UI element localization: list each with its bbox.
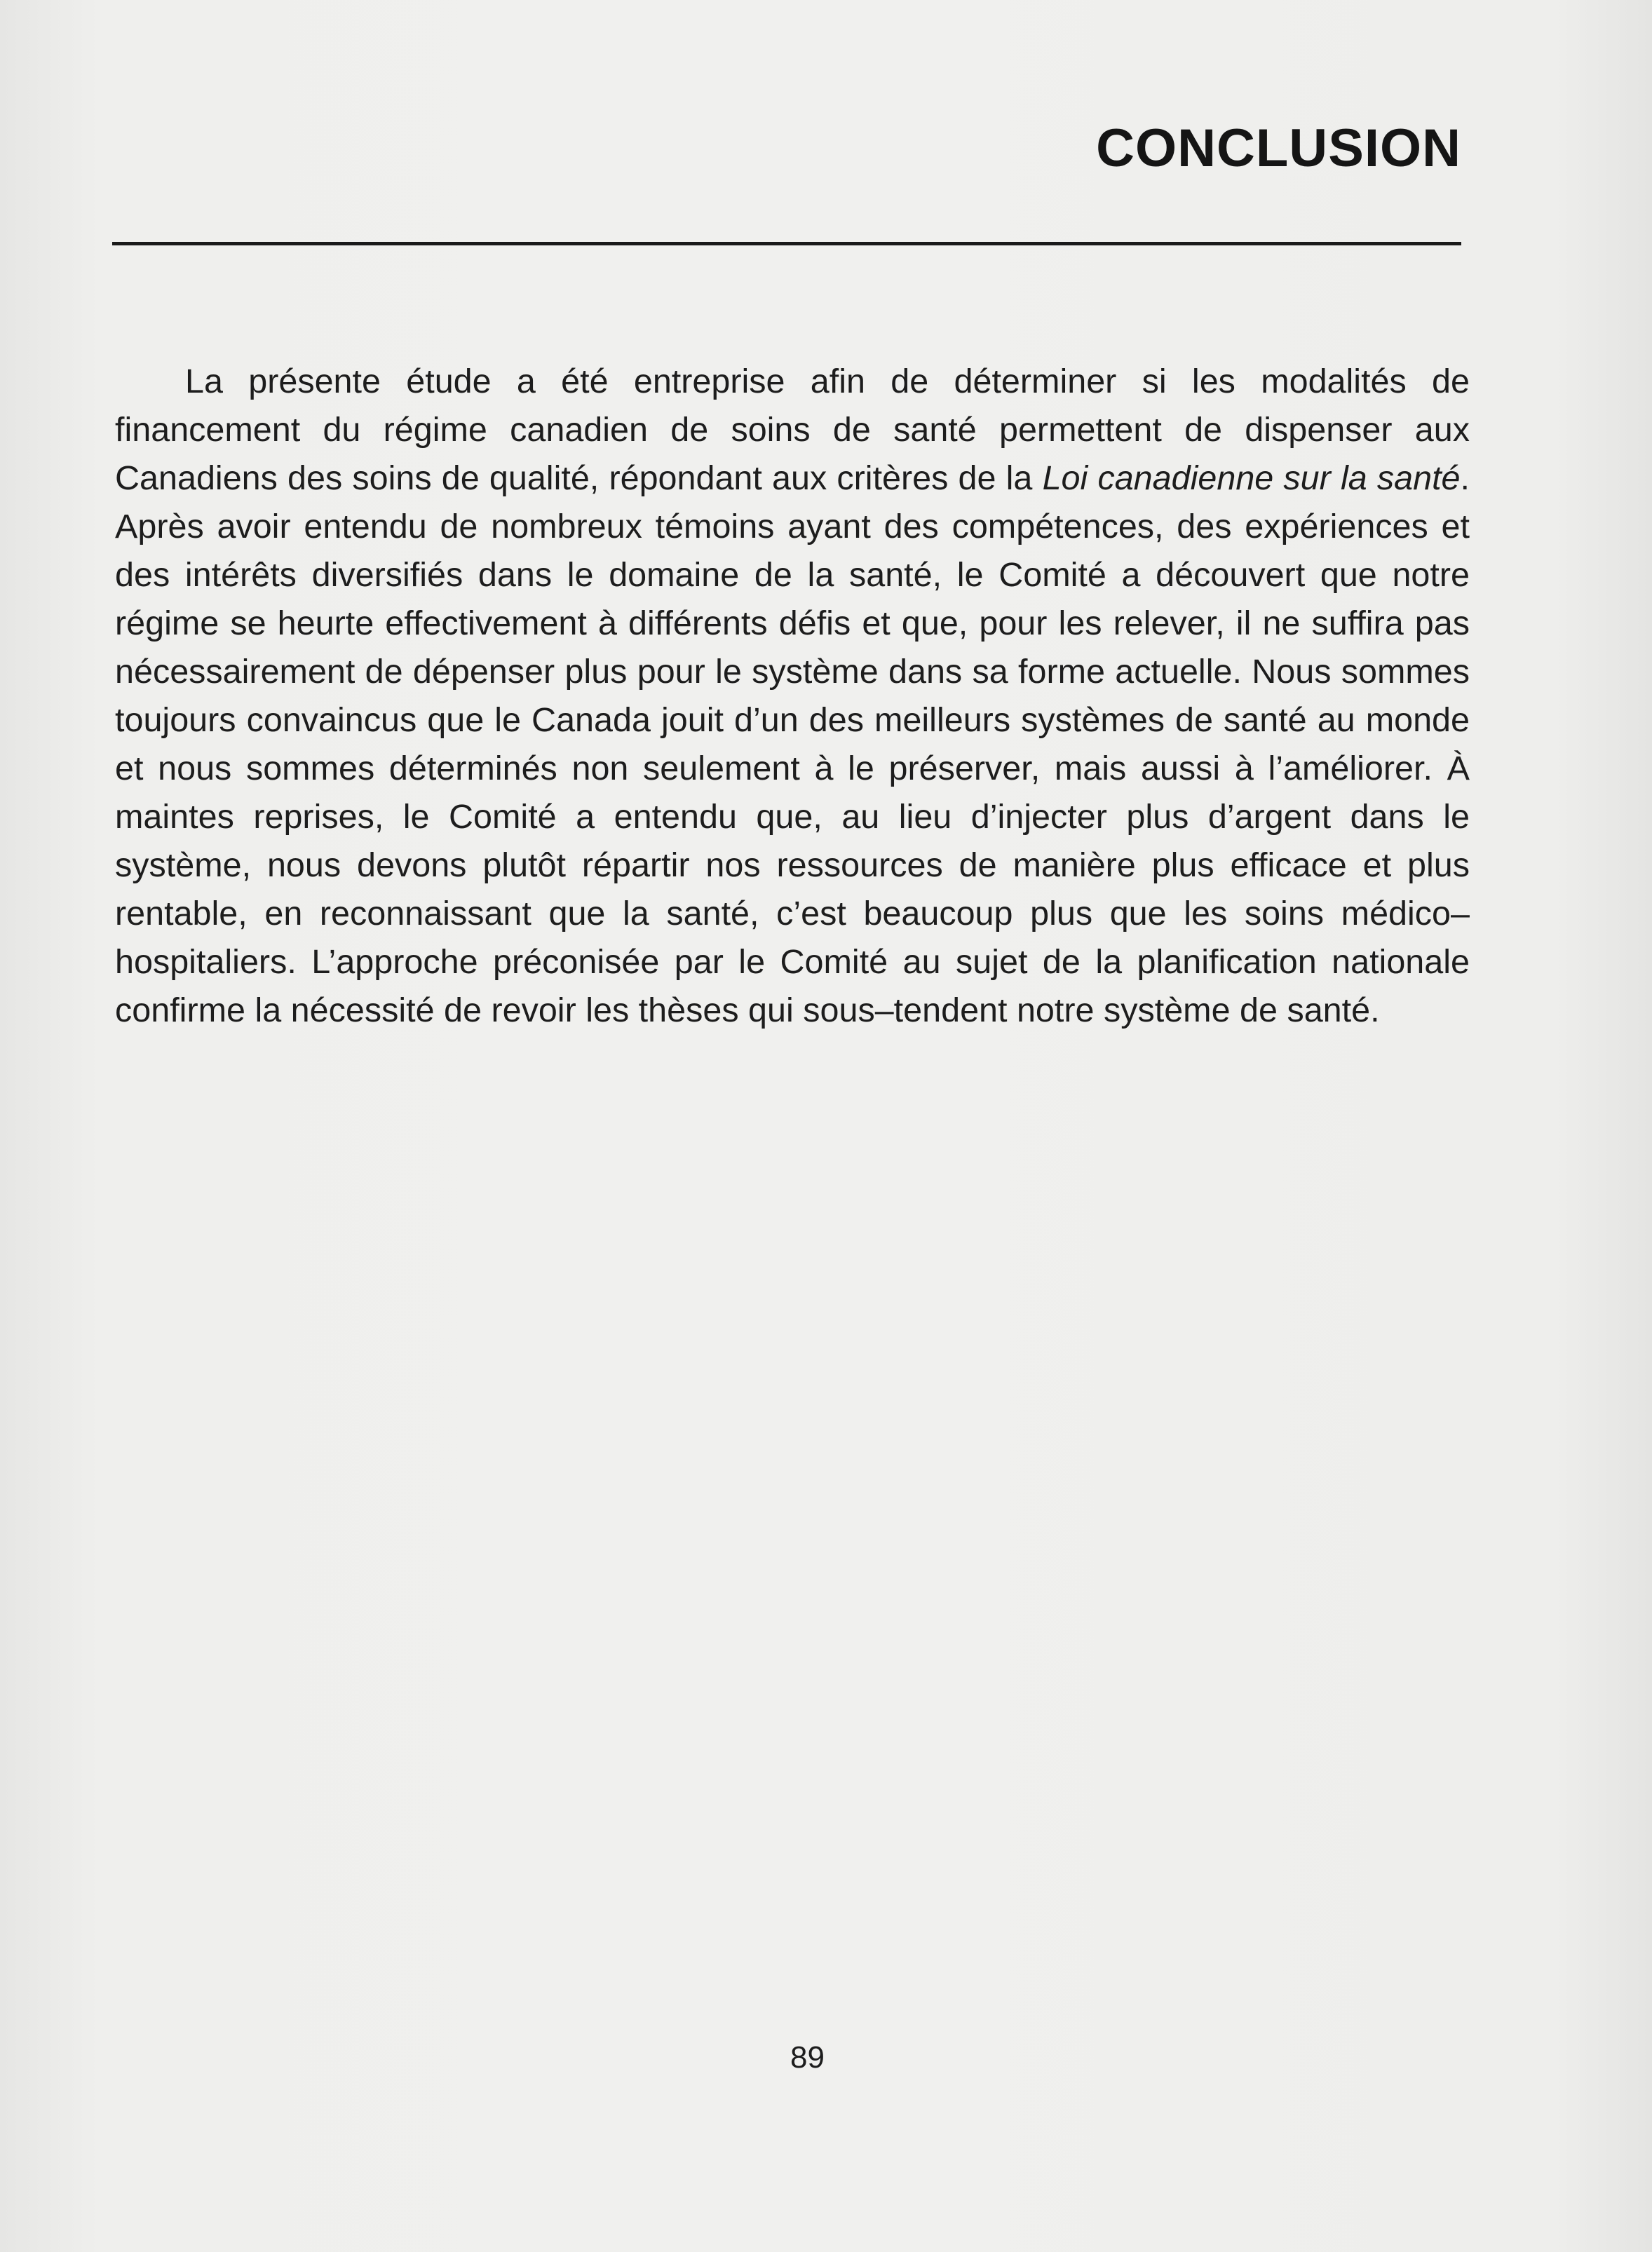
paragraph-text-end: . Après avoir entendu de nombreux témoins ayant des compétences, des expériences et des intérêts diversifiés dans le domaine de la santé, le Comité a découvert que notre régime se heurte effectivement à différents défis et que, pour les relever, il ne suffira pas nécessairement de dépenser plus pour le système dans sa forme actuelle. Nous sommes toujours convaincus que le Canada jouit d’un des meilleurs systèmes de santé au monde et nous sommes déterminés non seulement à le préserver, mais aussi à l’améliorer. À maintes reprises, le Comité a entendu que, au lieu d’injecter plus d’argent dans le système, nous devons plutôt répartir nos ressources de manière plus efficace et plus rentable, en reconnaissant que la santé, c’est beaucoup plus que les soins médico–hospitaliers. L’approche préconisée par le Comité au sujet de la planification nationale confirme la nécessité de revoir les thèses qui sous–tendent notre système de santé.: [115, 459, 1470, 1029]
paragraph-text-start: La présente étude a été entreprise afin de déterminer si les modalités de financement du régime canadien de soins de santé permettent de dispenser aux Canadiens des soins de qualité, répondant aux critères de la: [115, 362, 1470, 497]
conclusion-paragraph: [115, 358, 1470, 1035]
page-number: 89: [790, 2040, 825, 2075]
law-title-italic: Loi canadienne sur la santé: [1042, 459, 1461, 497]
page-title: CONCLUSION: [1096, 118, 1461, 178]
title-divider: [112, 242, 1461, 245]
